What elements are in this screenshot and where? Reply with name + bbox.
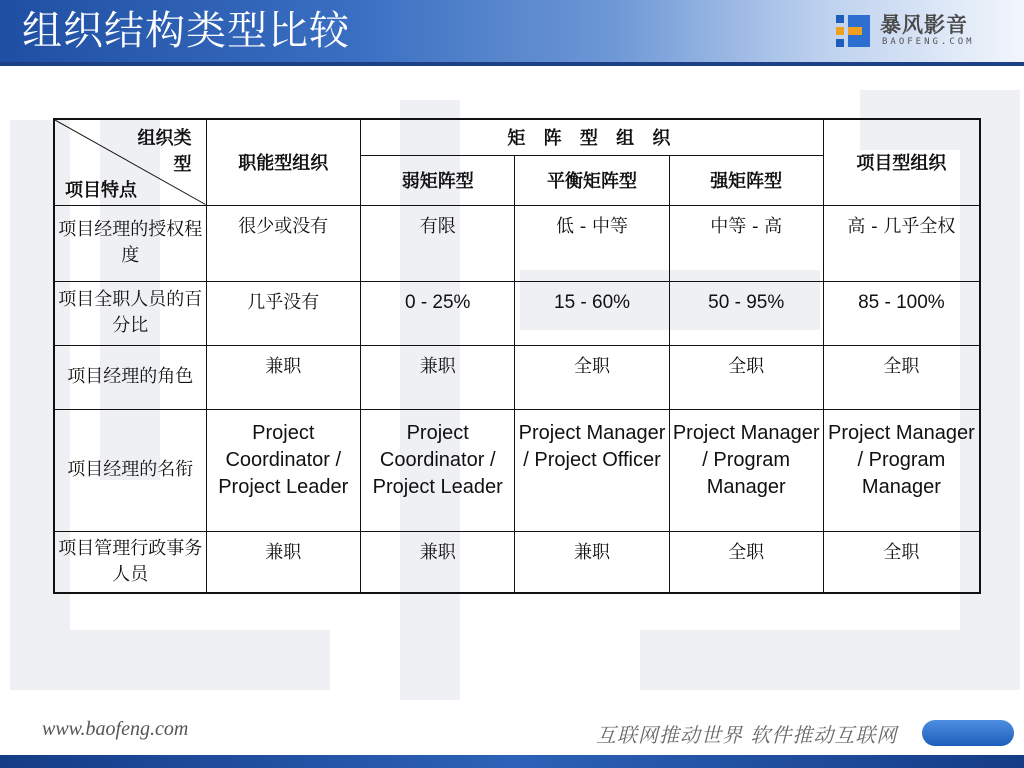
corner-header-features: 项目特点 bbox=[65, 179, 137, 201]
baofeng-logo-icon bbox=[836, 11, 872, 51]
logo-text-cn: 暴风影音 bbox=[880, 13, 968, 37]
footer-website-url: www.baofeng.com bbox=[42, 718, 189, 740]
table-cell: Project Manager / Program Manager bbox=[669, 409, 823, 531]
table-cell: 兼职 bbox=[206, 531, 360, 593]
brand-logo bbox=[836, 9, 996, 53]
table-cell: Project Manager / Project Officer bbox=[515, 409, 669, 531]
header-projectized: 项目型组织 bbox=[823, 119, 980, 205]
table-row bbox=[54, 531, 980, 593]
table-row bbox=[54, 409, 980, 531]
slide-title: 组织结构类型比较 bbox=[22, 8, 350, 54]
table-cell: 中等 - 高 bbox=[669, 205, 823, 281]
bottom-bar bbox=[0, 755, 1024, 768]
table-cell: 低 - 中等 bbox=[515, 205, 669, 281]
table-cell: Project Manager / Program Manager bbox=[823, 409, 980, 531]
table-row bbox=[54, 281, 980, 345]
table-cell: 全职 bbox=[669, 531, 823, 593]
header-functional: 职能型组织 bbox=[206, 119, 360, 205]
table-cell: 高 - 几乎全权 bbox=[823, 205, 980, 281]
row-label: 项目经理的角色 bbox=[54, 345, 206, 409]
header-balanced-matrix: 平衡矩阵型 bbox=[515, 155, 669, 205]
table-cell: 全职 bbox=[515, 345, 669, 409]
header-weak-matrix: 弱矩阵型 bbox=[360, 155, 514, 205]
table-cell: 全职 bbox=[823, 345, 980, 409]
footer-slogan: 互联网推动世界 软件推动互联网 bbox=[596, 723, 898, 747]
table-cell: 兼职 bbox=[360, 531, 514, 593]
comparison-table bbox=[53, 118, 981, 594]
table-cell: 0 - 25% bbox=[360, 281, 514, 345]
row-label: 项目管理行政事务人员 bbox=[54, 531, 206, 593]
table-cell: 很少或没有 bbox=[206, 205, 360, 281]
table-cell: 50 - 95% bbox=[669, 281, 823, 345]
corner-header-cell bbox=[54, 119, 206, 205]
header-strong-matrix: 强矩阵型 bbox=[669, 155, 823, 205]
row-label: 项目全职人员的百分比 bbox=[54, 281, 206, 345]
title-bar-underline bbox=[0, 62, 1024, 66]
table-row bbox=[54, 205, 980, 281]
table-cell: 85 - 100% bbox=[823, 281, 980, 345]
table-cell: 兼职 bbox=[515, 531, 669, 593]
table-cell: 兼职 bbox=[360, 345, 514, 409]
table-cell: 几乎没有 bbox=[206, 281, 360, 345]
footer-decoration-pill bbox=[922, 720, 1014, 746]
row-label: 项目经理的授权程度 bbox=[54, 205, 206, 281]
header-matrix-group: 矩 阵 型 组 织 bbox=[360, 119, 823, 155]
table-cell: 有限 bbox=[360, 205, 514, 281]
table-cell: 兼职 bbox=[206, 345, 360, 409]
logo-text-en: BAOFENG.COM bbox=[882, 37, 975, 47]
table-row bbox=[54, 345, 980, 409]
corner-header-org-type: 组织类型 bbox=[137, 128, 192, 175]
table-cell: 15 - 60% bbox=[515, 281, 669, 345]
table-cell: Project Coordinator / Project Leader bbox=[360, 409, 514, 531]
table-cell: 全职 bbox=[823, 531, 980, 593]
table-cell: 全职 bbox=[669, 345, 823, 409]
row-label: 项目经理的名衔 bbox=[54, 409, 206, 531]
table-cell: Project Coordinator / Project Leader bbox=[206, 409, 360, 531]
